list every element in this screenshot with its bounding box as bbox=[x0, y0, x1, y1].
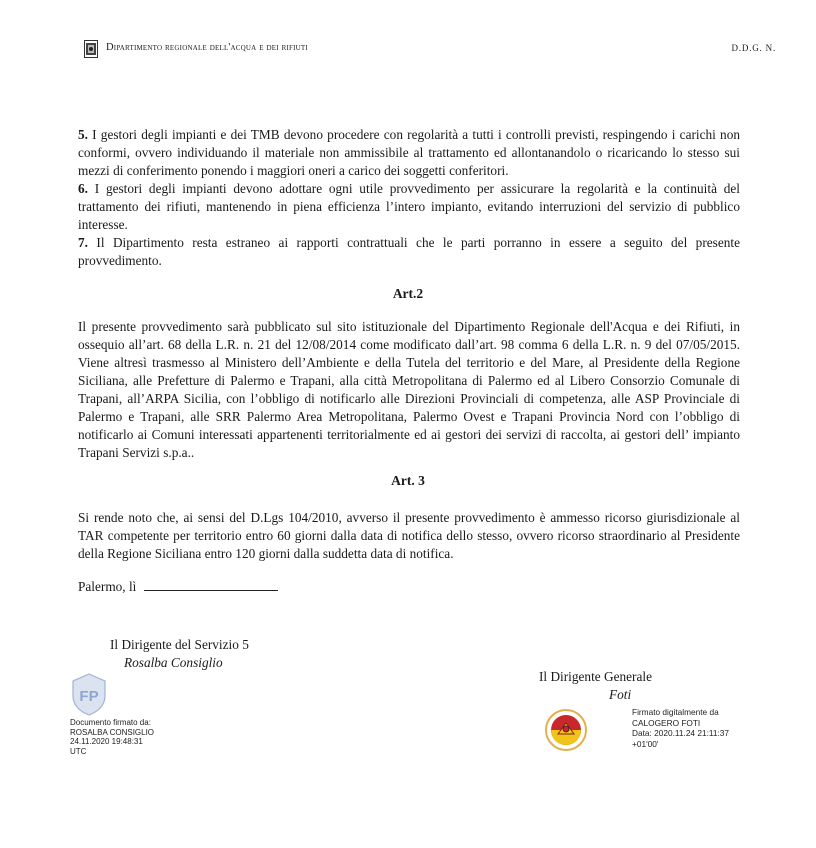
signatory-service-head bbox=[110, 636, 249, 672]
ddg-number: D.D.G. N. bbox=[731, 43, 776, 53]
region-emblem-icon bbox=[84, 40, 98, 58]
sicily-region-seal-icon bbox=[544, 708, 588, 752]
point-5: 5. I gestori degli impianti e dei TMB devono procedere con regolarità a tutti i controlli previsti, respingendo i carichi non conformi, ovvero individuando il materiale non ammissibile al trattamento ed allontanandolo o ricaricando lo stesso sui mezzi di conferimento ponendo i maggiori oneri a carico dei soggetti conferitori. bbox=[78, 127, 740, 178]
art3-heading: Art. 3 bbox=[391, 473, 425, 488]
point-7: 7. Il Dipartimento resta estraneo ai rapporti contrattuali che le parti porranno in essere a seguito del presente provvedimento. bbox=[78, 235, 740, 268]
date-blank-line bbox=[144, 578, 278, 591]
signatory-name: Foti bbox=[609, 687, 632, 702]
svg-text:FP: FP bbox=[79, 688, 99, 705]
signatory-general-director bbox=[539, 668, 652, 704]
points-list bbox=[78, 126, 740, 270]
fp-signature-logo-icon bbox=[70, 672, 108, 716]
art2-body: Il presente provvedimento sarà pubblicato sul sito istituzionale del Dipartimento Regionale dell'Acqua e dei Rifiuti, in ossequio all’art. 68 della L.R. n. 21 del 12/08/2014 come modificato dall’art. 98 comma 6 della L.R. n. 9 del 07/05/2015. Viene altresì trasmesso al Ministero dell’Ambiente e della Tutela del territorio e del Mare, al Presidente della Regione Siciliana, alle Prefetture di Palermo e Trapani, alla città Metropolitana di Palermo ed al Libero Consorzio Comunale di Trapani, all’ARPA Sicilia, con l’obbligo di notificarlo alle Direzioni Provinciali di competenza, alle ASP Provinciale di Palermo e Trapani, alle SRR Palermo Area Metropolitana, Palermo Ovest e Trapani Provincia Nord con l’obbligo di notificarlo ai Comuni interessati appartenenti territorialmente ed ai gestori dei servizi di raccolta, ai gestori dell’ impianto Trapani Servizi s.p.a.. bbox=[78, 319, 740, 460]
signatory-role: Il Dirigente Generale bbox=[539, 669, 652, 684]
signatory-role: Il Dirigente del Servizio 5 bbox=[110, 637, 249, 652]
signatory-name: Rosalba Consiglio bbox=[124, 655, 223, 670]
point-6: 6. I gestori degli impianti devono adottare ogni utile provvedimento per assicurare la regolarità e la continuità del trattamento dei rifiuti, mantenendo in piena efficienza l’intero impianto, evitando interruzioni del servizio di pubblico interesse. bbox=[78, 181, 740, 232]
place-date: Palermo, lì bbox=[78, 578, 278, 595]
department-title: Dipartimento regionale dell'acqua e dei rifiuti bbox=[106, 42, 308, 53]
header bbox=[84, 38, 776, 62]
digital-signature-right: Firmato digitalmente da CALOGERO FOTI Data: 2020.11.24 21:11:37 +01'00' bbox=[632, 707, 730, 749]
art3-body: Si rende noto che, ai sensi del D.Lgs 104/2010, avverso il presente provvedimento è ammesso ricorso giurisdizionale al TAR competente per territorio entro 60 giorni dalla data di notifica dello stesso, ovvero ricorso straordinario al Presidente della Regione Siciliana entro 120 giorni dalla suddetta data di notifica. bbox=[78, 510, 740, 561]
art2-heading: Art.2 bbox=[392, 286, 424, 301]
digital-signature-left: Documento firmato da: ROSALBA CONSIGLIO 24.11.2020 19:48:31 UTC bbox=[70, 718, 155, 756]
